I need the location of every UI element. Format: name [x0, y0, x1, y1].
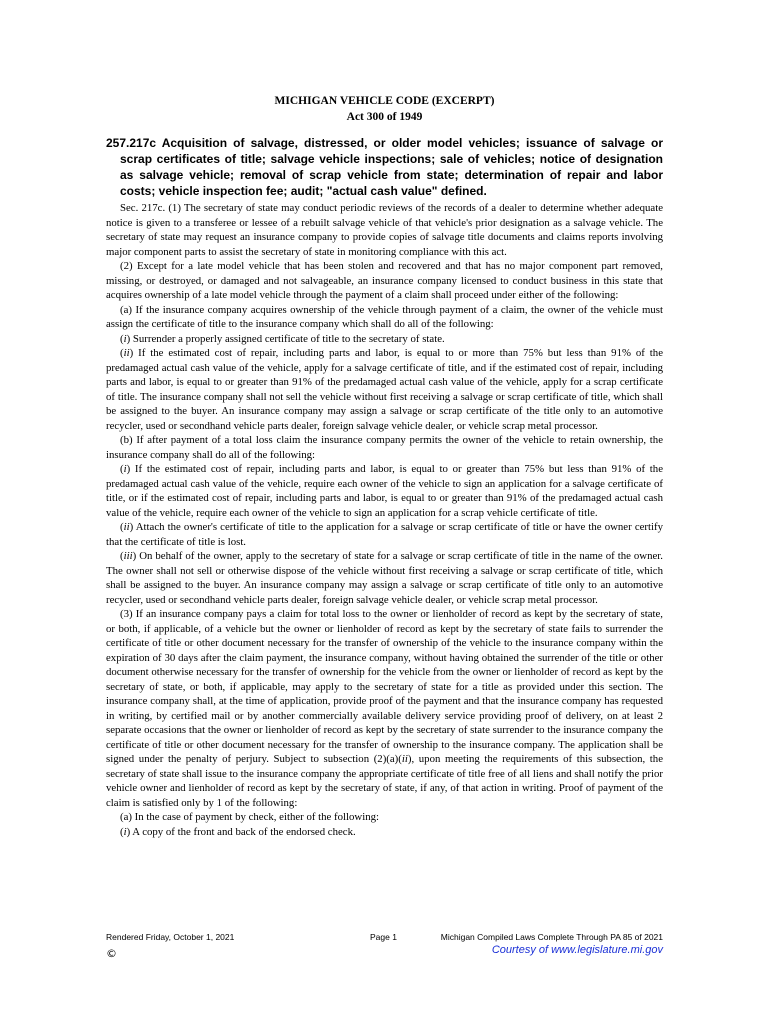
paragraph-subsection-3: (3) If an insurance company pays a claim for total loss to the owner or lienholder of record as kept by the secretary of state, or both, if applicable, of a vehicle but the owner or lienholder of record as kept by the secretary of state fails to surrender the certificate of title or other document necessary for the transfer of ownership of the vehicle to the insurance company within the expiration of 30 days after the claim payment, the insurance company, without having obtained the surrender of the title or other document otherwise necessary for the transfer of ownership for the vehicle from the owner or lienholder of record as kept by the secretary of state, or both, if applicable, may apply to the secretary of state for a title as provided under this section. The insurance company shall, at the time of application, provide proof of the payment and that the insurance company has requested in writing, by certified mail or by another commercially available delivery service providing proof of delivery, on at least 2 separate occasions that the owner or lienholder of record as kept by the secretary of state surrender to the insurance company the certificate of title or other document necessary for the transfer of ownership to the insurance company. The application shall be signed under the penalty of perjury. Subject to subsection (2)(a)(ii), upon meeting the requirements of this subsection, the secretary of state shall issue to the insurance company the appropriate certificate of title free of all liens and shall notify the prior vehicle owner and lienholder of record as kept by the secretary of state, if any, of that action in writing. Proof of payment of the claim is satisfied only by 1 of the following:: [106, 608, 663, 809]
paragraph-3a-i: (i) A copy of the front and back of the endorsed check.: [120, 825, 356, 838]
copyright-symbol: ©: [106, 947, 117, 960]
paragraph-2a-i: (i) Surrender a properly assigned certificate of title to the secretary of state.: [120, 332, 445, 345]
section-body: [106, 201, 663, 839]
paragraph-subsection-2: (2) Except for a late model vehicle that has been stolen and recovered and that has no major component part removed, missing, or destroyed, or damaged and not salvageable, an insurance company licensed to conduct business in this state that acquires ownership of a late model vehicle through the payment of a claim shall proceed under either of the following:: [106, 260, 663, 301]
paragraph-2b: (b) If after payment of a total loss claim the insurance company permits the owner of the vehicle to retain ownership, the insurance company shall do all of the following:: [106, 434, 663, 461]
courtesy-link[interactable]: Courtesy of www.legislature.mi.gov: [491, 944, 663, 956]
page-number: Page 1: [370, 932, 397, 942]
paragraph-2a-ii: (ii) If the estimated cost of repair, including parts and labor, is equal to or more than 75% but less than 91% of the predamaged actual cash value of the vehicle, apply for a salvage certificate of title, and if the estimated cost of repair, including parts and labor, is equal to or greater than 91% of the predamaged actual cash value of the vehicle, apply for a scrap certificate of title. The insurance company shall not sell the vehicle without first receiving a salvage or scrap certificate of title, which shall be assigned to the buyer. An insurance company may assign a salvage or scrap certificate of the title only to an automotive recycler, used or secondhand vehicle parts dealer, foreign salvage vehicle dealer, or vehicle scrap metal processor.: [106, 347, 663, 432]
paragraph-3a: (a) In the case of payment by check, either of the following:: [120, 811, 380, 823]
paragraph-2b-iii: (iii) On behalf of the owner, apply to the secretary of state for a salvage or scrap certificate of title in the name of the owner. The owner shall not sell or otherwise dispose of the vehicle without first receiving a salvage or scrap certificate of title, which shall be assigned to the buyer. An insurance company may assign a salvage or scrap certificate of title only to an automotive recycler, used or secondhand vehicle parts dealer, foreign salvage vehicle dealer, or vehicle scrap metal processor.: [106, 550, 663, 606]
title-line-2: Act 300 of 1949: [346, 111, 423, 123]
paragraph-2b-i: (i) If the estimated cost of repair, including parts and labor, is equal to or greater than 75% but less than 91% of the predamaged actual cash value of the vehicle, require each owner of the vehicle to sign an application for a salvage certificate of title, or if the estimated cost of repair, including parts and labor, is equal to or greater than 91% of the predamaged actual cash value of the vehicle, require each owner of the vehicle to sign an application for a scrap vehicle certificate of title.: [106, 463, 663, 519]
document-page: [106, 93, 663, 839]
rendered-date: Rendered Friday, October 1, 2021: [106, 932, 235, 942]
document-title: [106, 93, 663, 125]
title-line-1: MICHIGAN VEHICLE CODE (EXCERPT): [274, 95, 495, 107]
section-heading: 257.217c Acquisition of salvage, distressed, or older model vehicles; issuance of salvage or scrap certificates of title; salvage vehicle inspections; sale of vehicles; notice of designation as salvage vehicle; removal of scrap vehicle from state; determination of repair and labor costs; vehicle inspection fee; audit; "actual cash value" defined.: [106, 136, 663, 198]
compiled-laws-note: Michigan Compiled Laws Complete Through PA 85 of 2021: [440, 932, 663, 942]
paragraph-2b-ii: (ii) Attach the owner's certificate of title to the application for a salvage or scrap certificate of title or have the owner certify that the certificate of title is lost.: [106, 521, 663, 548]
paragraph-sec-217c-1: Sec. 217c. (1) The secretary of state may conduct periodic reviews of the records of a dealer to determine whether adequate notice is given to a transferee or lessee of a rebuilt salvage vehicle of that vehicle's prior designation as a salvage vehicle. The secretary of state may request an insurance company to provide copies of salvage title documents and claims reports involving major component parts to assist the secretary of state in monitoring compliance with this act.: [106, 202, 663, 258]
paragraph-2a: (a) If the insurance company acquires ownership of the vehicle through payment of a claim, the owner of the vehicle must assign the certificate of title to the insurance company which shall do all of the following:: [106, 303, 663, 330]
